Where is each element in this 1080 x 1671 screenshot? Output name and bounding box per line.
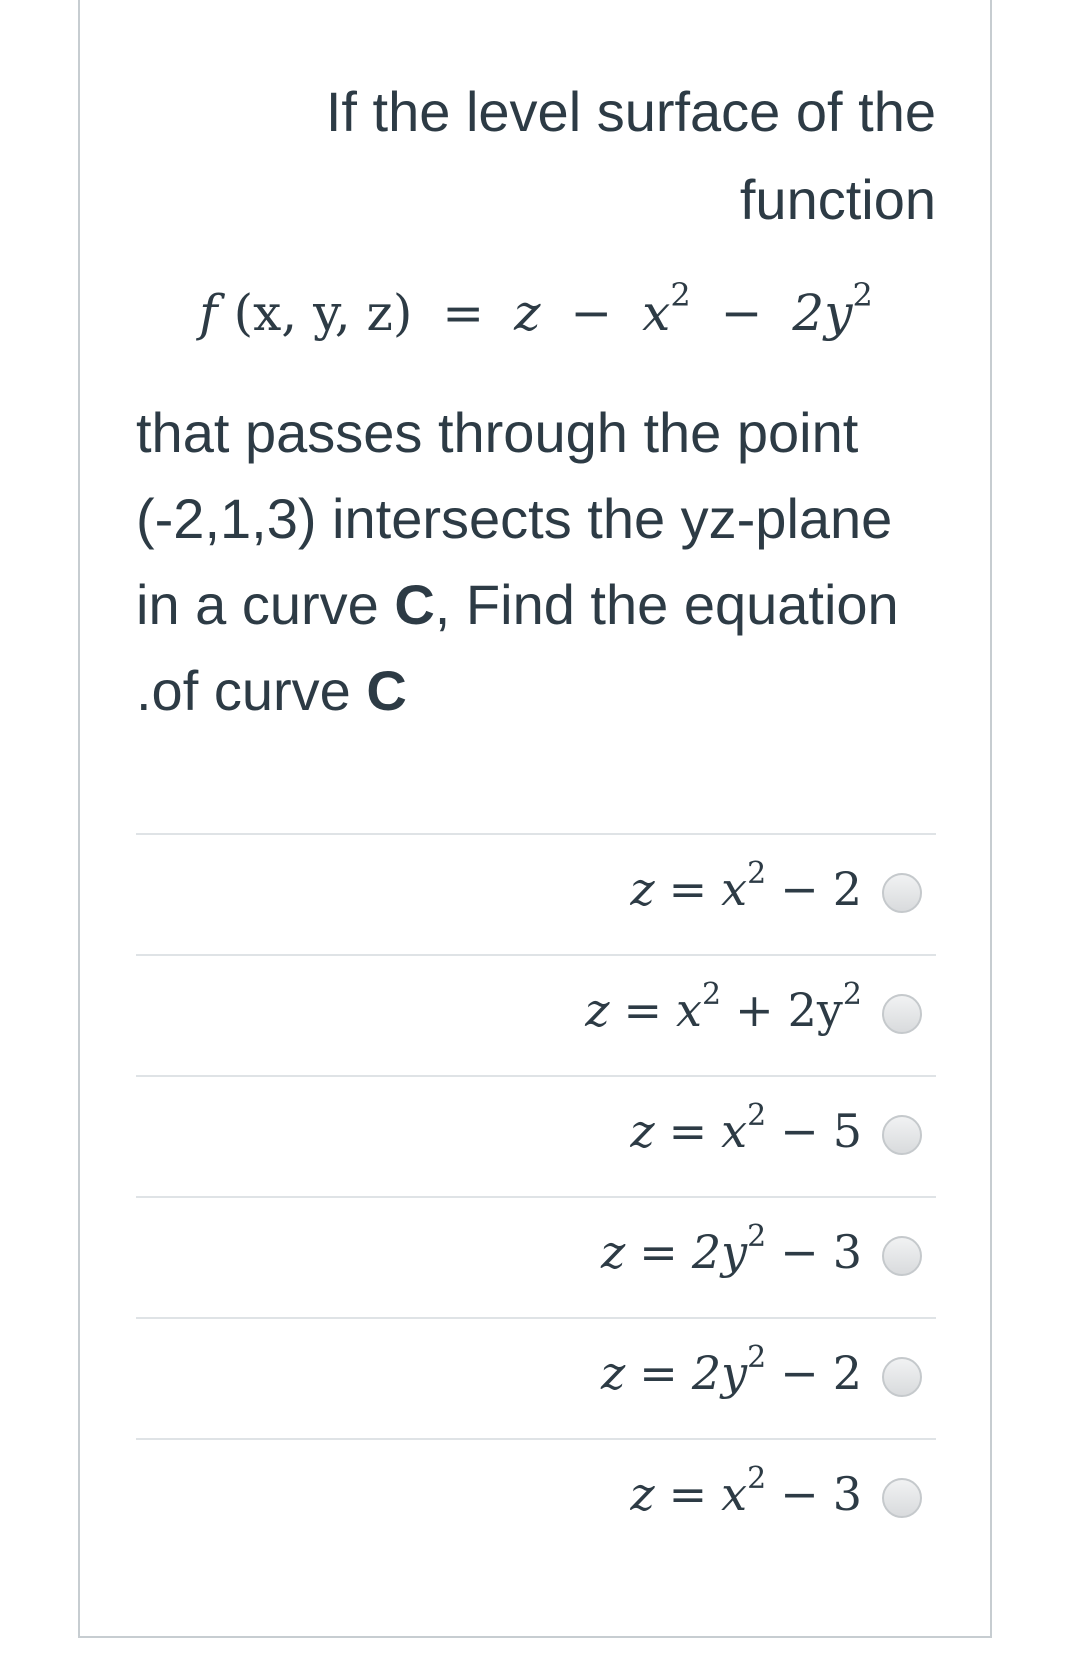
question-body-line-2: (-2,1,3) intersects the yz-plane	[136, 487, 893, 550]
question-intro	[136, 68, 936, 244]
answer-list	[136, 833, 936, 1559]
answer-term-b: 5	[832, 1104, 862, 1158]
answer-lhs: z	[585, 983, 610, 1037]
answer-lhs: z	[630, 1104, 655, 1158]
curve-name-bold-2: C	[366, 659, 407, 722]
question-body-line-3-text: in a curve	[136, 573, 395, 636]
answer-option-4[interactable]	[136, 1196, 936, 1317]
formula-equals: =	[442, 284, 485, 342]
answer-option-3[interactable]	[136, 1075, 936, 1196]
answer-term-a: x	[721, 1467, 748, 1521]
formula-minus-1: −	[570, 284, 613, 342]
answer-term-a: x	[676, 983, 702, 1037]
curve-name-bold: C	[394, 573, 435, 636]
answer-term-a: x	[721, 1104, 748, 1158]
answer-lhs: z	[601, 1225, 626, 1279]
answer-operator: −	[780, 862, 819, 916]
answer-operator: −	[780, 1104, 819, 1158]
answer-equals: =	[639, 1225, 678, 1279]
answer-radio-button[interactable]	[882, 1236, 922, 1276]
answer-term-a: 2y	[691, 1225, 748, 1279]
formula-function-name: f	[199, 284, 218, 342]
answer-term-a-exponent: 2	[747, 1461, 767, 1496]
answer-radio-button[interactable]	[882, 994, 922, 1034]
answer-lhs: z	[630, 1467, 655, 1521]
question-body-line-4-text: .of curve	[136, 659, 367, 722]
answer-equals: =	[668, 862, 708, 916]
answer-equals: =	[668, 1467, 708, 1521]
answer-label	[630, 1462, 862, 1526]
answer-term-a: 2y	[691, 1346, 748, 1400]
answer-lhs: z	[601, 1346, 626, 1400]
question-body	[136, 390, 936, 734]
answer-term-b: 2y	[787, 983, 843, 1037]
answer-term-a-exponent: 2	[747, 856, 767, 891]
question-intro-line-1: If the level surface of the	[325, 80, 936, 143]
answer-operator: −	[780, 1346, 819, 1400]
formula-minus-2: −	[720, 284, 763, 342]
answer-label	[601, 1220, 862, 1284]
answer-option-6[interactable]	[136, 1438, 936, 1559]
answer-option-5[interactable]	[136, 1317, 936, 1438]
question-body-line-3	[136, 562, 936, 648]
question-body-line-4	[136, 648, 936, 734]
answer-term-b: 2	[832, 1346, 862, 1400]
function-formula	[136, 278, 936, 348]
formula-term-2y-exponent: 2	[852, 276, 873, 314]
answer-term-b: 3	[832, 1467, 862, 1521]
answer-option-1[interactable]	[136, 833, 936, 954]
question-card	[78, 0, 992, 1638]
answer-label	[630, 1099, 862, 1163]
answer-label	[630, 857, 862, 921]
answer-term-b-exponent: 2	[842, 977, 862, 1012]
answer-term-a-exponent: 2	[702, 977, 722, 1012]
question-intro-line-2: function	[739, 168, 936, 231]
formula-term-z: z	[514, 284, 541, 342]
formula-term-2y: 2y	[792, 284, 853, 342]
answer-term-a: x	[721, 862, 748, 916]
answer-lhs: z	[630, 862, 655, 916]
answer-radio-button[interactable]	[882, 1478, 922, 1518]
formula-function-args: (x, y, z)	[233, 284, 413, 342]
answer-operator: +	[735, 983, 774, 1037]
answer-term-a-exponent: 2	[747, 1219, 767, 1254]
answer-radio-button[interactable]	[882, 873, 922, 913]
formula-term-x-exponent: 2	[670, 276, 691, 314]
answer-term-b: 3	[832, 1225, 862, 1279]
formula-term-x: x	[642, 284, 671, 342]
answer-equals: =	[668, 1104, 708, 1158]
answer-label	[601, 1341, 862, 1405]
answer-label	[585, 978, 862, 1042]
answer-operator: −	[780, 1225, 819, 1279]
answer-term-b: 2	[832, 862, 862, 916]
answer-radio-button[interactable]	[882, 1357, 922, 1397]
answer-equals: =	[623, 983, 663, 1037]
answer-operator: −	[780, 1467, 819, 1521]
question-body-line-3-rest: , Find the equation	[434, 573, 899, 636]
answer-option-2[interactable]	[136, 954, 936, 1075]
answer-equals: =	[639, 1346, 678, 1400]
question-body-line-1: that passes through the point	[136, 401, 859, 464]
answer-term-a-exponent: 2	[747, 1098, 767, 1133]
answer-term-a-exponent: 2	[747, 1340, 767, 1375]
answer-radio-button[interactable]	[882, 1115, 922, 1155]
